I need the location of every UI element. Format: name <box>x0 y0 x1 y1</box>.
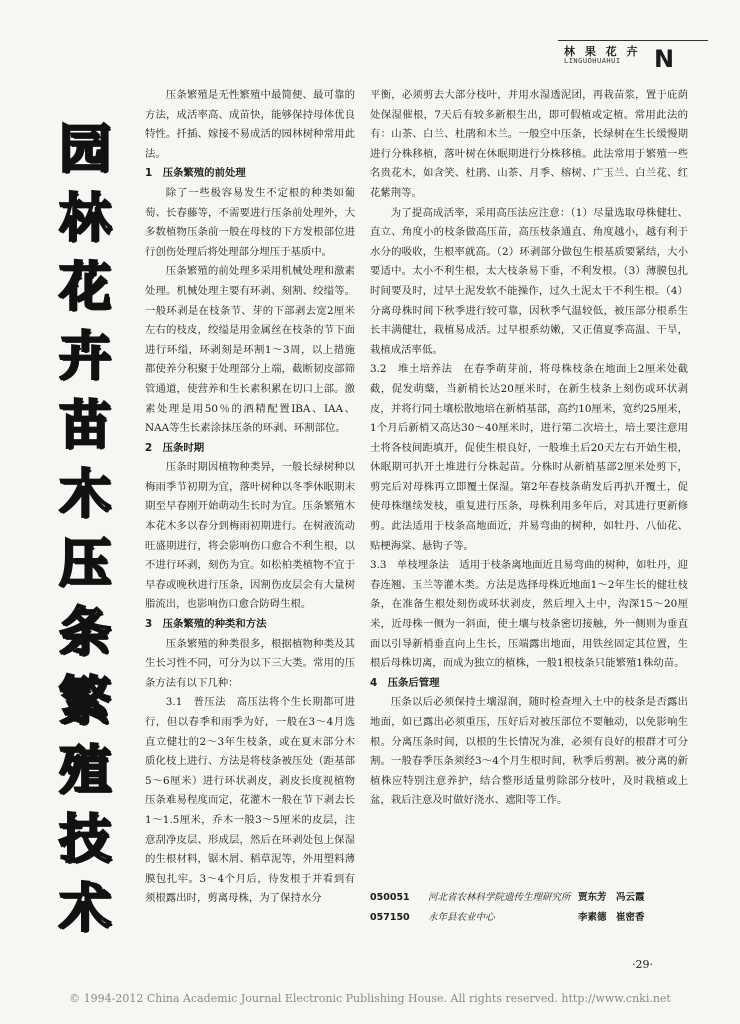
paragraph: 3.1 普压法 高压法将个生长期都可进行，但以春季和雨季为好，一般在3～4月选直立健壮的2～3年生枝条，或在夏末部分木质化枝上进行、方法是将枝条被压处（距基部5～6厘米）进行环状剥皮，剥皮长度视植物压条难易程度而定，花灌木一般在节下剥去长1～1.5厘米，乔木一般3～5厘米的皮层，注意刮净皮层、形成层，然后在环剥处包上保湿的生根材料，锯木屑、稻草泥等，外用塑料薄膜包扎牢。3～4个月后，待发根于并看到有须根露出时，剪离母株，为了保持水分 <box>145 696 355 905</box>
title-char: 木 <box>58 465 111 525</box>
paragraph: 压条时期因植物种类异，一般长绿树种以梅雨季节初期为宜，落叶树种以冬季休眠期末期至早春刚开始萌动生长时为宜。压条繁殖木本花木多以春分到梅雨初期进行。在树液流动旺盛期进行，将会影响伤口愈合不利生根，以不进行环剥，刻伤为宜。如松柏类植物不宜于早春或晚秋进行压条，因割伤皮层会有大量树脂流出，也影响伤口愈合防碍生根。 <box>145 461 355 611</box>
journal-section-title: 林 果 花 卉 <box>564 45 641 58</box>
journal-section-subtitle: LINGUOHUAHUI <box>564 57 621 65</box>
section-heading: 2 压条时期 <box>145 441 205 454</box>
paragraph: 压条繁殖的种类很多，根据植物种类及其生长习性不同，可分为以下三大类。常用的压条方法有以下几种： <box>145 637 355 689</box>
title-char: 卉 <box>58 327 111 387</box>
paragraph: 压条繁殖是无性繁殖中最简便、最可靠的方法，成活率高、成苗快，能够保持母体优良特性。扦插、嫁接不易成活的园林树种常用此法。 <box>145 89 355 160</box>
section-heading: 3 压条繁殖的种类和方法 <box>145 618 267 631</box>
journal-logo: N <box>654 45 674 73</box>
affiliation-authors: 贾东芳 冯云霞 <box>578 892 645 903</box>
affiliation-row <box>370 908 688 928</box>
paragraph: 为了提高成活率，采用高压法应注意：（1）尽量选取母株健壮、直立、角度小的枝条做高压苗，高压枝条通直、角度越小，越有利于水分的吸收，生根率就高。（2）环剥部分做包生根基质要紧结，大小要适中。太小不利生根，太大枝条易下垂，不利发根。（3）薄膜包扎时间要及时，过早土泥发软不能操作，过久土泥太干不利生根。（4）分离母株时间下秋季进行较可靠，因秋季气温较低，被压部分根系生长丰满健壮，栽植易成活。过早根系幼嫩，又正值夏季高温、干旱，栽植成活率低。 <box>370 206 688 356</box>
paragraph: 3.2 堆土培养法 在春季萌芽前，将母株枝条在地面上2厘米处截截，促发萌蘖，当新梢长达20厘米时，在新生枝条上刻伤或环状剥皮，并将行同土壤松散地培在新梢基部，高约10厘米，宽约25厘米，1个月后新梢又高达30～40厘米时，进行第二次培土，培土要注意用土将各枝间距填开，促使生根良好，一般堆土后20天左右开始生根，休眠期可扒开土堆进行分株起苗。分株时从新梢基部2厘米处剪下，剪完后对母株再立即覆土保湿。第2年春枝条萌发后再扒开覆土，促使母株继续发枝，重复进行压条，母株利用多年后，对其进行更新修剪。此法适用于枝条高地面近，并易弯曲的树种，如牡丹、八仙花、贴梗海棠、悬钩子等。 <box>370 363 688 552</box>
paragraph: 压条繁殖的前处理多采用机械处理和激素处理。机械处理主要有环剥、刻割、绞缢等。一般环剥是在枝条节、芽的下部剥去宽2厘米左右的枝皮，绞缢是用金属丝在枝条的节下面进行环缢，环剥刻是环割1～3周，以上措施都使养分积聚于处理部分上端，截断韧皮部筛管通道，使营养和生长素积累在切口上部。激素处理是用50％的酒精配置IBA、IAA、NAA等生长素涂抹压条的环剥、环割部位。 <box>145 265 355 435</box>
title-char: 苗 <box>58 396 111 456</box>
paragraph: 3.3 单枝埋条法 适用于枝条离地面近且易弯曲的树种，如牡丹，迎春连翘、玉兰等灌木类。方法是选择母株近地面1～2年生长的健壮枝条，在准备生根处刻伤或环状剥皮，然后埋入土中，沟深15～20厘米，近母株一侧为一斜面，使土壤与枝条密切接触，外一侧则为垂直面以引导新梢垂直向上生长，压端露出地面，用铁丝固定其位置，生根后母株切离，而成为独立的植株，一般1根枝条只能繁殖1株幼苗。 <box>370 559 688 670</box>
title-char: 花 <box>58 258 111 318</box>
affiliations <box>370 888 688 928</box>
page-number: ·29· <box>632 958 653 971</box>
journal-header <box>558 40 708 71</box>
paragraph: 压条以后必须保持土壤湿润，随时检查埋入土中的枝条是否露出地面，如已露出必须重压，压好后对被压部位不要触动，以免影响生根。分离压条时间，以根的生长情况为准，必须有良好的根群才可分割。一般春季压条须经3～4个月生根时间，秋季后剪割。被分离的新植株应特别注意养护，结合整形适量剪除部分枝叶，及时栽植或上盆，栽后注意及时做好浇水、遮阳等工作。 <box>370 696 688 807</box>
affiliation-code: 057150 <box>370 912 410 923</box>
title-char: 术 <box>58 879 111 939</box>
section-heading: 4 压条后管理 <box>370 676 440 689</box>
left-column <box>145 86 355 909</box>
section-heading: 1 压条繁殖的前处理 <box>145 167 246 180</box>
affiliation-code: 050051 <box>370 892 410 903</box>
paragraph: 除了一些极容易发生不定根的种类如葡萄、长春藤等，不需要进行压条前处理外，大多数植物压条前一般在母枝的下方发根部位进行创伤处理后将处理部分埋压于基质中。 <box>145 186 355 258</box>
title-char: 殖 <box>58 741 111 801</box>
title-char: 园 <box>58 120 111 180</box>
paragraph: 平衡，必须剪去大部分枝叶，并用水湿透泥团，再栽苗浆，置于庇荫处保湿催根，7天后有较多新根生出，即可假植或定植。常用此法的有：山茶、白兰、杜鹃和木兰。一般空中压条，长绿树在生长缓慢期进行分株移植，落叶树在休眠期进行分株移植。此法常用于繁殖一些名贵花木，如含笑、杜鹃、山茶、月季、榕树、广玉兰、白兰花、红花紫荆等。 <box>370 89 688 199</box>
right-column <box>370 86 688 811</box>
affiliation-institution: 永年县农业中心 <box>428 912 495 923</box>
affiliation-authors: 李素德 崔密香 <box>578 912 645 923</box>
affiliation-institution: 河北省农林科学院遗传生理研究所 <box>428 892 571 903</box>
title-char: 条 <box>58 603 111 663</box>
article-title-vertical <box>55 115 115 943</box>
title-char: 繁 <box>58 672 111 732</box>
title-char: 林 <box>58 189 111 249</box>
copyright-footer: © 1994-2012 China Academic Journal Electronic Publishing House. All rights reserved. http://www.cnki.net <box>69 992 671 1005</box>
affiliation-row <box>370 888 688 908</box>
title-char: 压 <box>58 534 111 594</box>
title-char: 技 <box>58 810 111 870</box>
